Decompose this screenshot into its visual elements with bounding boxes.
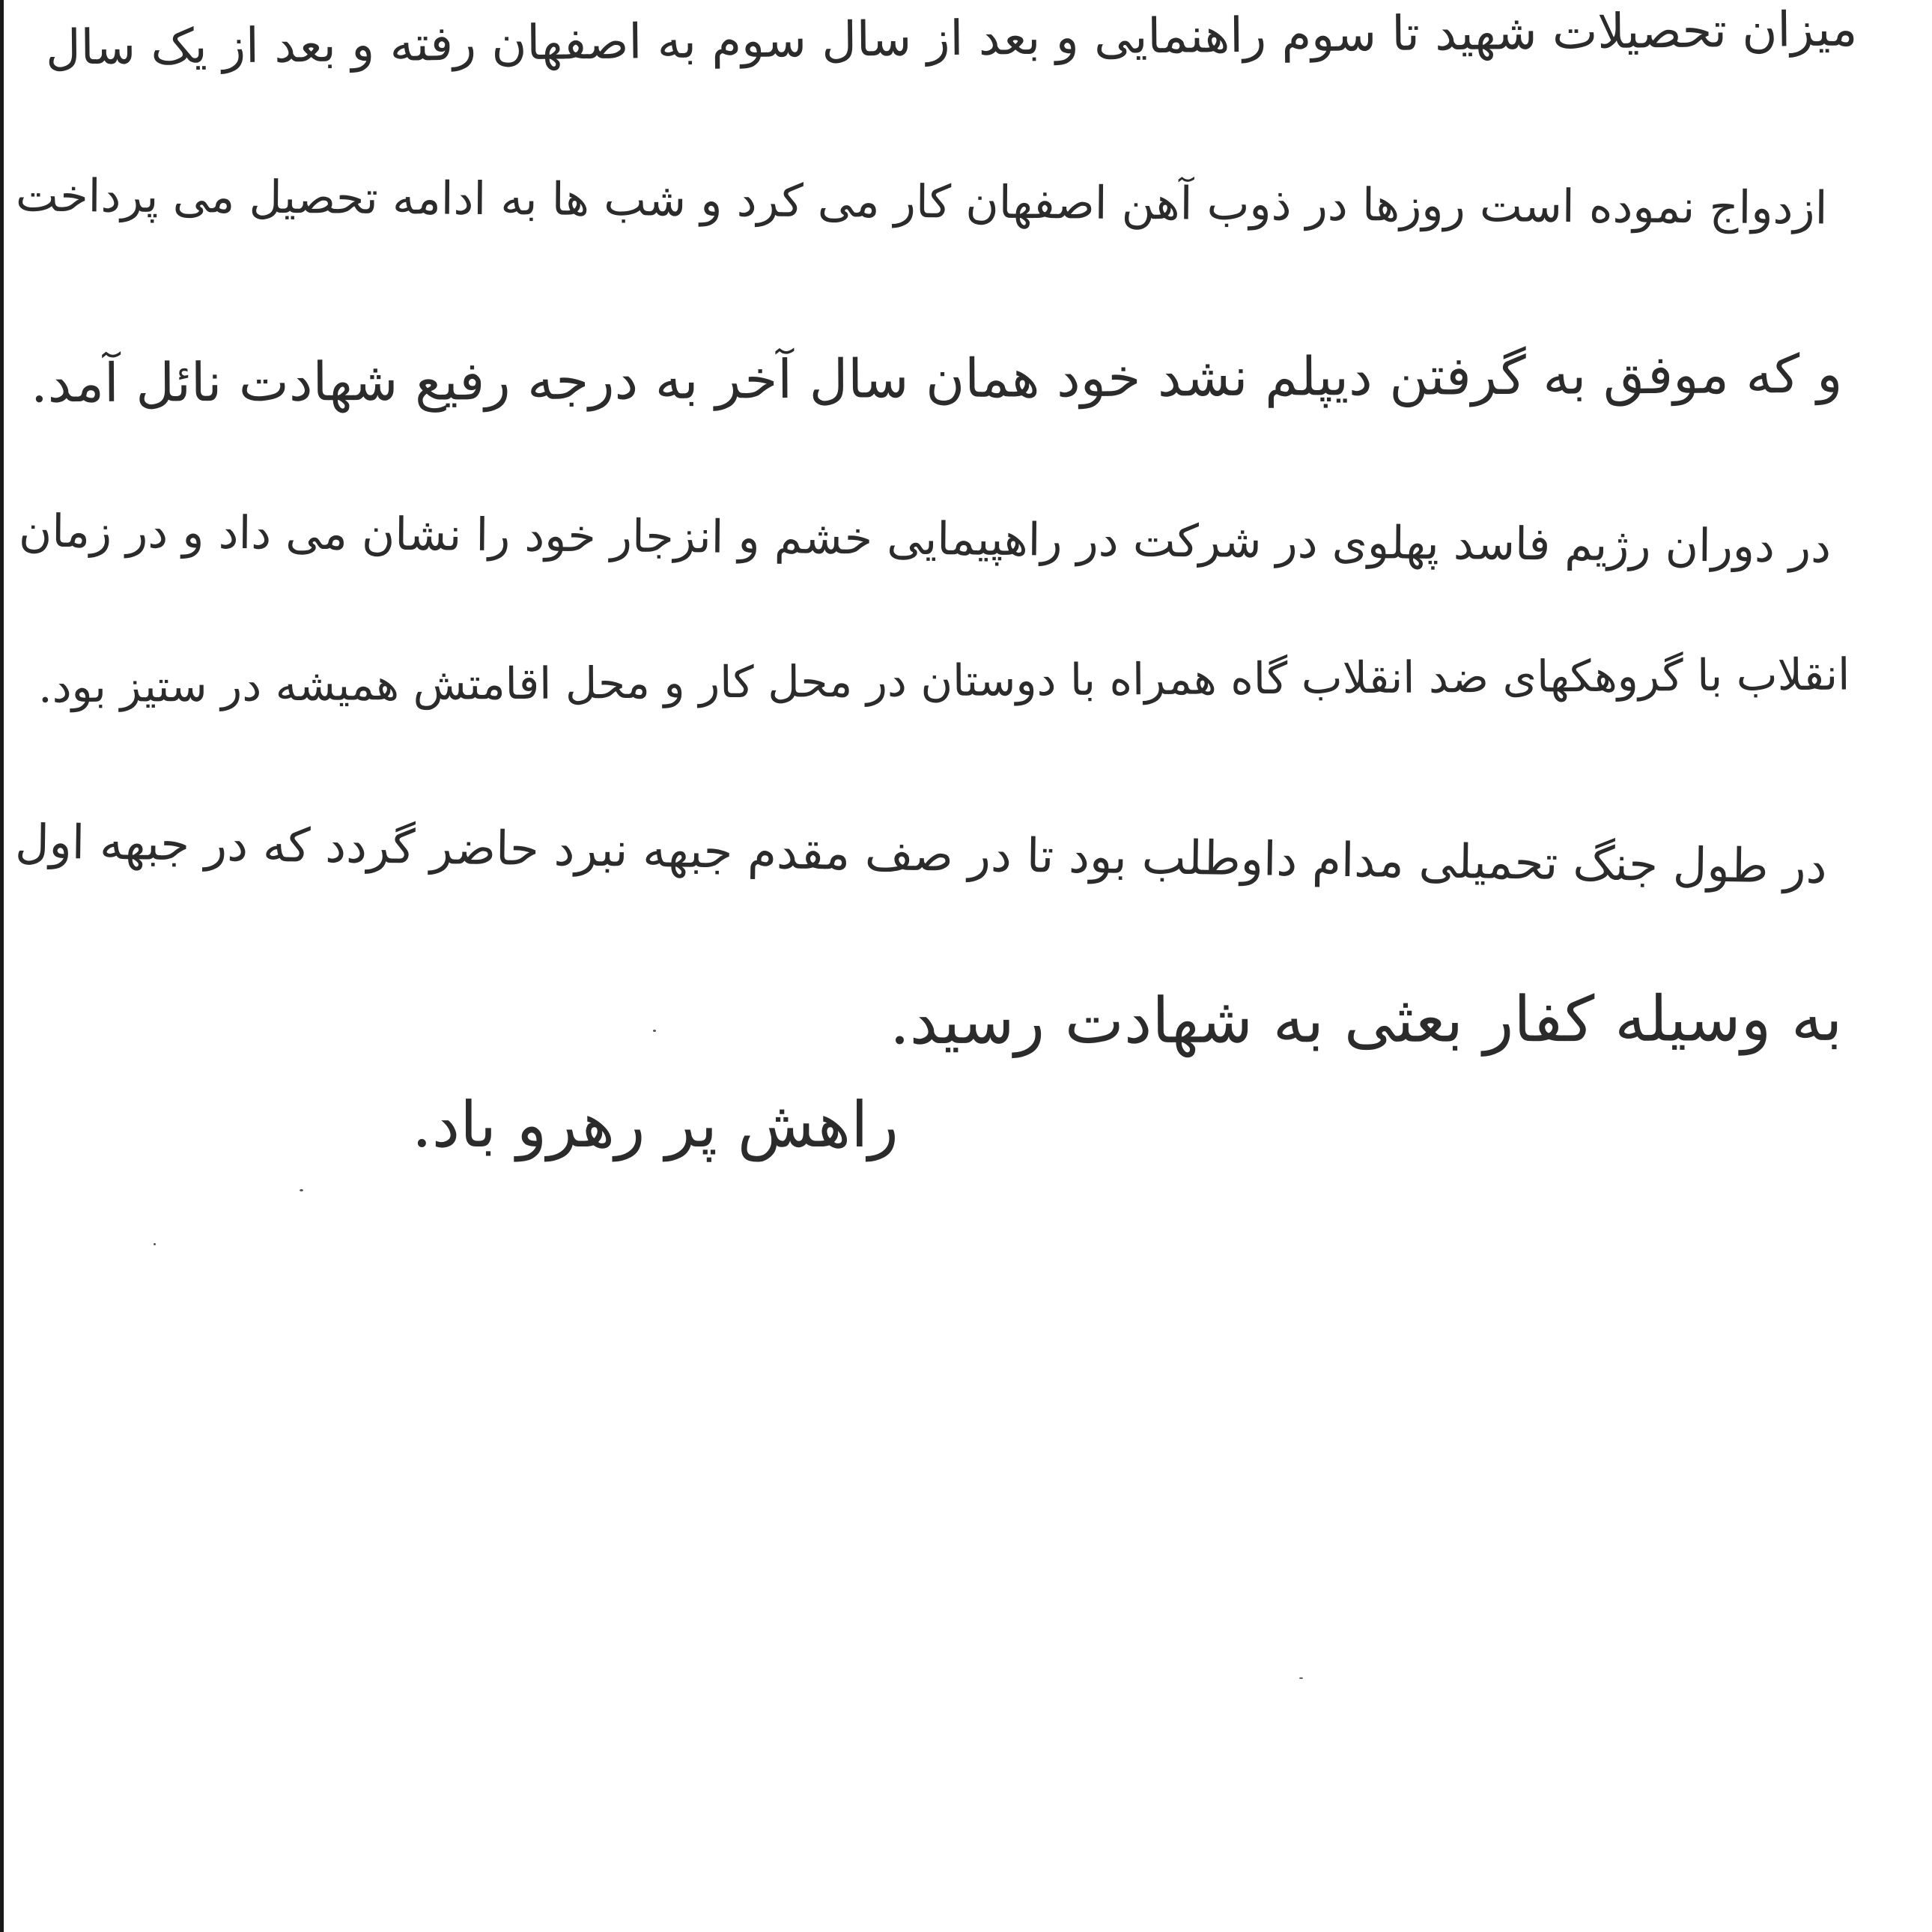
letter-line-3: و که موفق به گرفتن دیپلم نشد خود همان سال آخر به درجه رفیع شهادت نائل آمد.: [30, 342, 1843, 415]
scan-speck: [653, 1030, 656, 1032]
scan-border: [0, 0, 4, 1932]
letter-line-1: میزان تحصیلات شهید تا سوم راهنمایی و بعد از سال سوم به اصفهان رفته و بعد از یک سال: [45, 1, 1858, 76]
scan-speck: [154, 1243, 156, 1245]
letter-closing: راهش پر رهرو باد.: [412, 1088, 899, 1161]
letter-line-2: ازدواج نموده است روزها در ذوب آهن اصفهان کار می کرد و شب ها به ادامه تحصیل می پرداخت: [15, 169, 1828, 235]
letter-line-4: در دوران رژیم فاسد پهلوی در شرکت در راهپیمایی خشم و انزجار خود را نشان می داد و در زمان: [18, 505, 1832, 574]
letter-line-6: در طول جنگ تحمیلی مدام داوطلب بود تا در صف مقدم جبهه نبرد حاضر گردد که در جبهه اول: [14, 814, 1828, 894]
scan-speck: [1299, 1677, 1303, 1679]
letter-line-5: انقلاب با گروهکهای ضد انقلاب گاه همراه با دوستان در محل کار و محل اقامتش همیشه در ستیز بود.: [37, 648, 1850, 713]
letter-line-7: به وسیله کفار بعثی به شهادت رسید.: [889, 981, 1843, 1059]
scan-speck: [300, 1189, 303, 1191]
